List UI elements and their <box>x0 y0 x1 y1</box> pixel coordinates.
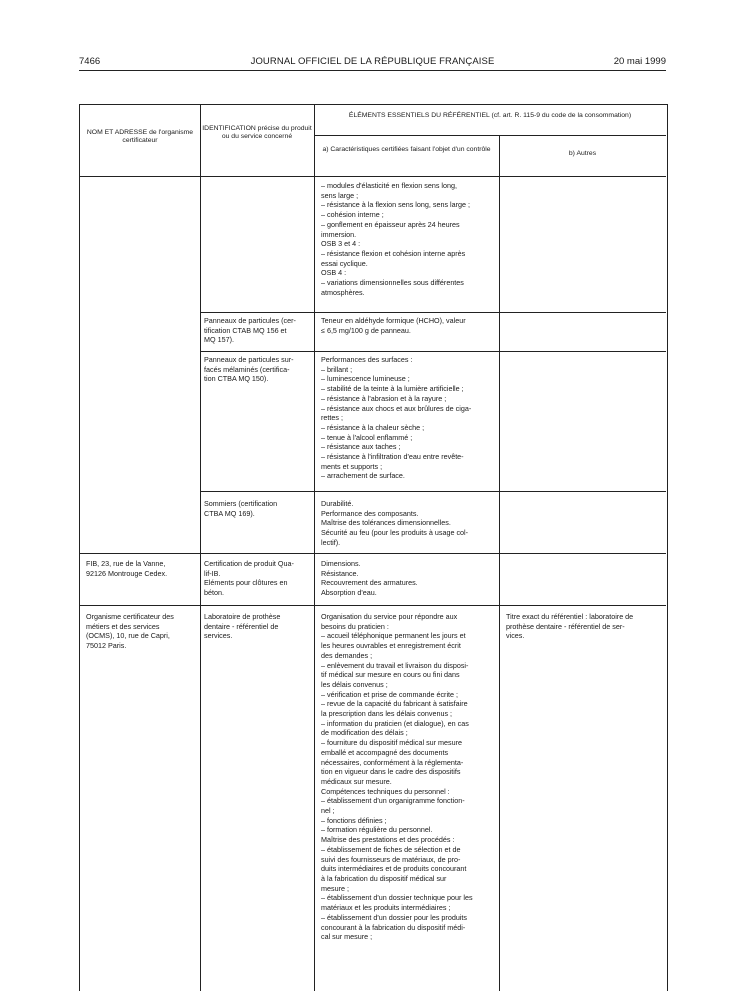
header-rule <box>79 70 666 71</box>
header-org: NOM ET ADRESSE de l'organisme certificateur <box>86 129 194 144</box>
row1-product: Panneaux de particules (cer- tification CTAB MQ 156 et MQ 157). <box>204 316 296 345</box>
row0-characteristics: – modules d'élasticité en flexion sens long, sens large ; – résistance à la flexion sens long, sens large ; – cohésion interne ; – gonflement en épaisseur après 24 heures immersion. OSB 3 et 4 : – résistance flexion et cohésion interne après essai cyclique. OSB 4 : – variations dimensionnelles sous différentes atmosphères. <box>321 181 471 297</box>
row5-org: Organisme certificateur des métiers et des services (OCMS), 10, rue de Capri, 75012 Paris. <box>86 612 174 651</box>
row3-product: Sommiers (certification CTBA MQ 169). <box>204 499 278 518</box>
header-identification: IDENTIFICATION précise du produit ou du service concerné <box>202 125 312 140</box>
header-bottom-rule <box>80 176 666 177</box>
row-rule-5 <box>80 605 666 606</box>
row5-product: Laboratoire de prothèse dentaire - référentiel de services. <box>204 612 281 641</box>
row-rule-2 <box>200 351 666 352</box>
header-subrule <box>314 135 666 136</box>
row4-org: FIB, 23, rue de la Vanne, 92126 Montrouge Cedex. <box>86 559 168 578</box>
col-divider-1 <box>200 105 201 991</box>
row-rule-4 <box>80 553 666 554</box>
certification-table <box>79 104 668 991</box>
header-others: b) Autres <box>568 150 597 157</box>
row5-other: Titre exact du référentiel : laboratoire de prothèse dentaire - référentiel de ser- vices. <box>506 612 634 641</box>
journal-title: JOURNAL OFFICIEL DE LA RÉPUBLIQUE FRANÇAISE <box>250 56 495 67</box>
row4-characteristics: Dimensions. Résistance. Recouvrement des armatures. Absorption d'eau. <box>321 559 418 598</box>
row-rule-3 <box>200 491 666 492</box>
row3-characteristics: Durabilité. Performance des composants. Maîtrise des tolérances dimensionnelles. Sécurité au feu (pour les produits à usage col- lectif). <box>321 499 469 547</box>
row-rule-1 <box>200 312 666 313</box>
col-divider-3 <box>499 135 500 991</box>
publication-date: 20 mai 1999 <box>613 56 666 67</box>
row1-characteristics: Teneur en aldéhyde formique (HCHO), valeur ≤ 6,5 mg/100 g de panneau. <box>321 316 466 335</box>
row5-characteristics: Organisation du service pour répondre aux besoins du praticien : – accueil téléphonique permanent les jours et les heures ouvrables et enregistrement écrit des demandes ; – enlèvement du travail et livraison du disposi- tif médical sur mesure en cours ou fini dans les délais convenus ; – vérification et prise de commande écrite ; – revue de la capacité du fabricant à satisfaire la prescription dans les délais convenus ; – information du praticien (et dialogue), en cas de modification des délais ; – fourniture du dispositif médical sur mesure emballé et accompagné des documents nécessaires, conformément à la réglementa- tion en vigueur dans le cadre des dispositifs médicaux sur mesure. Compétences techniques du personnel : – établissement d'un organigramme fonction- nel ; – fonctions définies ; – formation régulière du personnel. Maîtrise des prestations et des procédés : – établissement de fiches de sélection et de suivi des fournisseurs de matériaux, de pro- duits intermédiaires et de produits concourant à la fabrication du dispositif médical sur mesure ; – établissement d'un dossier technique pour les matériaux et les produits intermédiaires ; – établissement d'un dossier pour les produits concourant à la fabrication du dispositif médi- cal sur mesure ; <box>321 612 473 942</box>
row4-product: Certification de produit Qua- lif-IB. Eléments pour clôtures en béton. <box>204 559 294 598</box>
row2-characteristics: Performances des surfaces : – brillant ; – luminescence lumineuse ; – stabilité de la teinte à la lumière artificielle ; – résistance à l'abrasion et à la rayure ; – résistance aux chocs et aux brûlures de ciga- rettes ; – résistance à la chaleur sèche ; – tenue à l'alcool enflammé ; – résistance aux taches ; – résistance à l'infiltration d'eau entre revête- ments et supports ; – arrachement de surface. <box>321 355 472 481</box>
header-characteristics: a) Caractéristiques certifiées faisant l'objet d'un contrôle <box>322 146 491 153</box>
col-divider-2 <box>314 105 315 991</box>
header-elements: ÉLÉMENTS ESSENTIELS DU RÉFÉRENTIEL (cf. art. R. 115-9 du code de la consommation) <box>348 112 632 119</box>
page-number: 7466 <box>79 56 101 67</box>
row2-product: Panneaux de particules sur- facés mélaminés (certifica- tion CTBA MQ 150). <box>204 355 294 384</box>
